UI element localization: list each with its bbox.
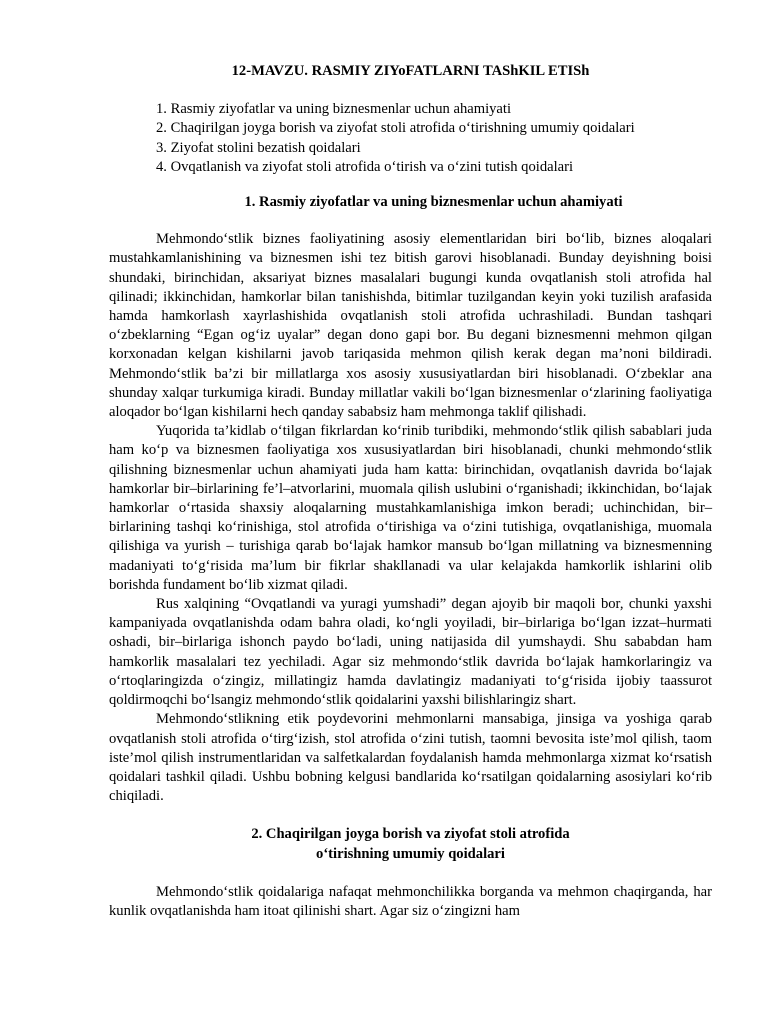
section-1-paragraph: Rus xalqining “Ovqatlandi va yuragi yumshadi” degan ajoyib bir maqoli bor, chunki yaxshi kampaniyada ovqatlanishda odam bahra oladi, ko‘ngli yoyiladi, bir–birlariga bo‘lgan izzat–hurmati oshadi, bir–birlariga ishonch paydo bo‘ladi, uning natijasida dil yumshaydi. Shu sababdan ham hamkorlik masalalari tez yechiladi. Agar siz mehmondo‘stlik davrida bo‘lajak hamkorlaringiz va o‘rtoqlaringizda o‘zingiz, millatingiz hamda davlatingiz madaniyati to‘g‘risida ijobiy taassurot qoldirmoqchi bo‘lsangiz mehmondo‘stlik qoidalarini yaxshi bilishlaringiz shart. [109, 596, 712, 709]
section-1-heading: 1. Rasmiy ziyofatlar va uning biznesmenlar uchun ahamiyati [244, 194, 623, 211]
section-1-paragraph: Yuqorida ta’kidlab o‘tilgan fikrlardan ko‘rinib turibdiki, mehmondo‘stlik qilish sabablari juda ham ko‘p va biznesmen faoliyatiga xos xususiyatlardan biri hisoblanadi, chunki mehmondo‘stlik qilishning biznesmenlar uchun ahamiyati juda ham katta: birinchidan, ovqatlanish davrida bo‘lajak hamkorlar bir–birlarining fe’l–atvorlarini, muomala qilish uslubini o‘rganishadi; ikkinchidan, bo‘lajak hamkorlar o‘rtasida shaxsiy aloqalarning mustahkamlanishiga imkon beradi; uchinchidan, bir–birlarining tashqi ko‘rinishiga, stol atrofida o‘tirishiga va o‘zini tutishiga, ovqatlanishiga, muomala qilishiga va yurish – turishiga qarab bo‘lajak hamkor mansub bo‘lgan millatning va biznesmenning madaniyati to‘g‘risida ma’lum bir fikrlar shakllanadi va ular kelajakda hamkorlik ishlarini olib borishda fundament bo‘lib xizmat qiladi. [109, 423, 712, 593]
toc-item: 3. Ziyofat stolini bezatish qoidalari [156, 139, 361, 156]
document-page [109, 62, 712, 921]
section-2-heading-line-2: o‘tirishning umumiy qoidalari [316, 845, 505, 862]
section-1-paragraph: Mehmondo‘stlik biznes faoliyatining asosiy elementlaridan biri bo‘lib, biznes aloqalari mustahkamlanishining va biznesmen ishi tez bitish garovi hisoblanadi. Bunday deyishning boisi shundaki, birinchidan, aksariyat biznes masalalari bugungi kunda ovqatlanish stoli atrofida hal qilinadi; ikkinchidan, hamkorlar bilan tanishishda, bitimlar tuzilgandan keyin yoki tuzilish arafasida hamda hamkorlash xayrlashishida ovqatlanish stoli atrofida uchrashiladi. Bundan tashqari o‘zbeklarning “Egan og‘iz uyalar” degan dono gapi bor. Bu degani biznesmenni mehmon qilgan korxonadan kelgan kishilarni javob tariqasida mehmon qilish kerak degan ma’noni bildiradi. Mehmondo‘stlik ba’zi bir millatlarga xos asosiy xususiyatlardan biri hisoblanadi. O‘zbeklar ana shunday xalqar turkumiga kiradi. Bunday millatlar vakili bo‘lgan biznesmenlar o‘zlarining faoliyatiga aloqador bo‘lgan kishilarni hech qanday sababsiz ham mehmonga taklif qilishadi. [109, 231, 712, 421]
table-of-contents [109, 100, 712, 177]
section-2-heading [109, 825, 712, 863]
toc-item: 4. Ovqatlanish va ziyofat stoli atrofida o‘tirish va o‘zini tutish qoidalari [156, 158, 574, 175]
section-2-paragraph: Mehmondo‘stlik qoidalariga nafaqat mehmonchilikka borganda va mehmon chaqirganda, har kunlik ovqatlanishda ham itoat qilinishi shart. Agar siz o‘zingizni ham [109, 883, 712, 919]
toc-item: 1. Rasmiy ziyofatlar va uning biznesmenlar uchun ahamiyati [156, 101, 512, 118]
document-title: 12-MAVZU. RASMIY ZIYoFATLARNI TAShKIL ETISh [231, 63, 590, 79]
toc-item: 2. Chaqirilgan joyga borish va ziyofat stoli atrofida o‘tirishning umumiy qoidalari [156, 120, 635, 137]
section-1-paragraph: Mehmondo‘stlikning etik poydevorini mehmonlarni mansabiga, jinsiga va yoshiga qarab ovqatlanish stoli atrofida o‘tirg‘izish, stol atrofida o‘zini tutish, taomni bevosita iste’mol qilish, taom iste’mol qilish instrumentlaridan va salfetkalardan foydalanish hamda mehmonlarga xizmat ko‘rsatish qoidalari tashkil qiladi. Ushbu bobning kelgusi bandlarida ko‘rsatilgan qoidalarning asosiylari ko‘rib chiqiladi. [109, 711, 712, 805]
section-2-heading-line-1: 2. Chaqirilgan joyga borish va ziyofat stoli atrofida [251, 826, 570, 843]
